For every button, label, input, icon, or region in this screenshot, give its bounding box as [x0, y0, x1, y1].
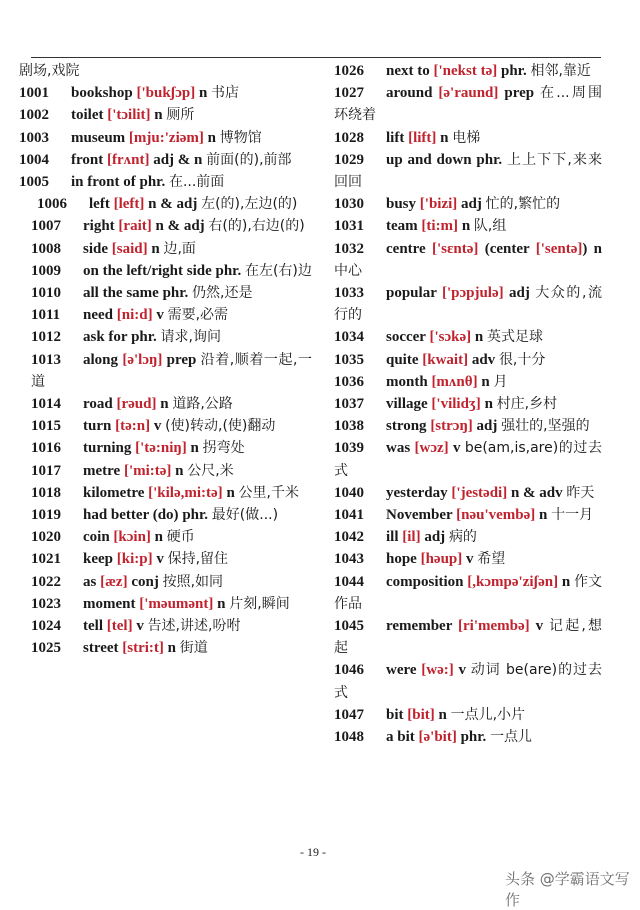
- vocab-entry: [334, 482, 602, 504]
- entry-number: 1038: [334, 418, 364, 435]
- vocab-entry: [334, 82, 602, 126]
- entry-translation: 街道: [179, 640, 208, 657]
- entry-word: quite: [386, 351, 419, 368]
- entry-number: 1046: [334, 662, 364, 679]
- entry-alt-spelling: (center: [484, 240, 536, 257]
- entry-part-of-speech: phr.: [139, 174, 166, 191]
- right-column: [334, 60, 602, 748]
- entry-phonetic: [ə'lɔŋ]: [122, 351, 163, 368]
- entry-translation: 请求,询问: [160, 329, 221, 346]
- entry-part-of-speech: n: [481, 373, 490, 390]
- entry-number: 1023: [31, 595, 61, 612]
- entry-word: composition: [386, 573, 464, 590]
- entry-word: museum: [71, 129, 126, 146]
- entry-phonetic: ['jestədi]: [451, 484, 508, 501]
- entry-translation: 上上下下,来来回回: [334, 151, 602, 191]
- entry-number: 1014: [31, 396, 61, 413]
- entry-part-of-speech: adv: [471, 351, 496, 368]
- entry-part-of-speech: n & adv: [510, 484, 563, 501]
- carryover-text: 剧场,戏院: [19, 63, 80, 79]
- entry-word: along: [83, 351, 119, 368]
- entry-word: road: [83, 396, 113, 413]
- entry-phonetic: ['tə:niŋ]: [135, 440, 187, 457]
- entry-number: 1019: [31, 507, 61, 524]
- entry-number: 1018: [31, 484, 61, 501]
- entry-part-of-speech: n: [151, 240, 160, 257]
- entry-number: 1040: [334, 484, 364, 501]
- entry-translation: 保持,留住: [167, 551, 229, 568]
- entry-translation: 公尺,米: [187, 462, 234, 479]
- entry-translation: 在...周围环绕着: [334, 85, 603, 124]
- entry-translation: 昨天: [566, 484, 595, 501]
- entry-phonetic: [bit]: [407, 706, 435, 723]
- entry-phonetic: [mju:'ziəm]: [128, 129, 204, 146]
- entry-translation: 前面(的),前部: [206, 151, 292, 168]
- entry-word: had better (do): [83, 507, 179, 524]
- entry-translation: 需要,必需: [167, 307, 229, 324]
- entry-word: around: [386, 85, 433, 102]
- entry-phonetic: [strɔŋ]: [430, 418, 473, 435]
- entry-word: turning: [83, 440, 132, 457]
- entry-number: 1047: [334, 706, 364, 723]
- vocab-entry: [334, 215, 602, 237]
- entry-number: 1045: [334, 618, 364, 635]
- entry-part-of-speech: phr.: [182, 507, 209, 524]
- entry-number: 1029: [334, 151, 364, 168]
- entry-number: 1027: [334, 85, 364, 102]
- entry-translation: 告述,讲述,吩咐: [147, 618, 241, 635]
- entry-word: hope: [386, 551, 417, 568]
- entry-word: up and down: [386, 151, 472, 168]
- entry-number: 1034: [334, 329, 364, 346]
- entry-translation: 右(的),右边(的): [208, 218, 305, 235]
- vocab-entry: [19, 504, 312, 526]
- entry-translation: 相邻,靠近: [530, 63, 591, 79]
- entry-word: in front of: [71, 174, 136, 191]
- entry-number: 1009: [31, 262, 61, 279]
- entry-part-of-speech: n: [207, 129, 216, 146]
- entry-part-of-speech: v: [136, 618, 144, 635]
- entry-number: 1010: [31, 285, 61, 302]
- vocab-entry: [19, 104, 312, 126]
- entry-word: bit: [386, 706, 404, 723]
- entry-translation: 十一月: [551, 507, 594, 524]
- entry-part-of-speech: adj: [476, 418, 498, 435]
- vocab-entry: [19, 437, 312, 459]
- entry-phonetic: ['bukʃɔp]: [136, 85, 196, 102]
- entry-number: 1021: [31, 551, 61, 568]
- entry-translation: 电梯: [452, 129, 481, 146]
- entry-number: 1022: [31, 573, 61, 590]
- entry-translation: 希望: [477, 551, 506, 568]
- entry-word: a bit: [386, 729, 415, 746]
- entry-translation: 道路,公路: [172, 396, 233, 413]
- entry-phonetic: ['tɔilit]: [107, 107, 151, 124]
- entry-number: 1006: [37, 196, 67, 213]
- entry-word: November: [386, 507, 453, 524]
- entry-part-of-speech: n: [539, 507, 548, 524]
- entry-word: bookshop: [71, 85, 133, 102]
- entry-part-of-speech: v: [156, 551, 164, 568]
- left-column: [19, 60, 312, 659]
- entry-word: strong: [386, 418, 427, 435]
- entry-part-of-speech: adj & n: [153, 151, 203, 168]
- header-rule: [31, 57, 601, 58]
- entry-word: street: [83, 640, 119, 657]
- vocab-entry: [334, 282, 602, 326]
- entry-phonetic: [rəud]: [116, 396, 157, 413]
- entry-translation: 村庄,乡村: [496, 396, 558, 413]
- entry-part-of-speech: phr.: [215, 262, 242, 279]
- entry-part-of-speech: n: [440, 129, 449, 146]
- entry-translation: 作文作品: [334, 573, 602, 612]
- entry-phonetic: [kɔin]: [113, 529, 151, 546]
- entry-number: 1011: [31, 307, 61, 324]
- vocab-entry: [334, 704, 602, 726]
- entry-number: 1024: [31, 618, 61, 635]
- entry-translation: 边,面: [163, 240, 196, 257]
- vocab-entry: [334, 726, 602, 748]
- entry-word: ask for: [83, 329, 128, 346]
- entry-translation: 博物馆: [219, 129, 262, 146]
- page-number: - 19 -: [300, 845, 326, 859]
- entry-part-of-speech: v: [453, 440, 461, 457]
- entry-phonetic: ['sɛntə]: [432, 240, 479, 257]
- entry-number: 1003: [19, 129, 49, 146]
- vocab-entry: [334, 415, 602, 437]
- entry-number: 1026: [334, 63, 364, 79]
- entry-phonetic: ['pɔpjulə]: [441, 285, 504, 302]
- entry-word: front: [71, 151, 104, 168]
- entry-phonetic: ['kilə,mi:tə]: [148, 484, 223, 501]
- entry-word: centre: [386, 240, 426, 257]
- vocab-entry: [334, 504, 602, 526]
- entry-part-of-speech: n: [154, 107, 163, 124]
- entry-number: 1007: [31, 218, 61, 235]
- entry-phonetic: [wə:]: [421, 662, 454, 679]
- right-entry-list: [334, 60, 602, 748]
- entry-word: left: [89, 196, 110, 213]
- entry-part-of-speech: phr.: [501, 63, 527, 79]
- entry-phonetic: [frʌnt]: [106, 151, 150, 168]
- vocab-entry: [19, 304, 312, 326]
- entry-number: 1013: [31, 351, 61, 368]
- entry-word: as: [83, 573, 97, 590]
- entry-word: yesterday: [386, 484, 448, 501]
- entry-translation: 一点儿: [490, 729, 533, 746]
- entry-part-of-speech: adj: [508, 285, 530, 302]
- entry-word: on the left/right side: [83, 262, 212, 279]
- entry-word: side: [83, 240, 109, 257]
- entry-part-of-speech: adj: [461, 196, 482, 213]
- vocab-entry: [334, 193, 602, 215]
- vocab-entry: [334, 548, 602, 570]
- entry-part-of-speech: n: [175, 462, 184, 479]
- entry-phonetic: [tə:n]: [115, 418, 151, 435]
- entry-part-of-speech: conj: [131, 573, 159, 590]
- entry-number: 1035: [334, 351, 364, 368]
- entry-number: 1033: [334, 285, 364, 302]
- entry-phonetic: [nəu'vembə]: [456, 507, 536, 524]
- entry-phonetic: [left]: [113, 196, 145, 213]
- entry-translation: 忙的,繁忙的: [485, 196, 561, 213]
- entry-part-of-speech: phr.: [476, 151, 503, 168]
- entry-word: ill: [386, 529, 399, 546]
- entry-phonetic: ['sɔkə]: [429, 329, 472, 346]
- entry-translation: 片刻,瞬间: [229, 595, 290, 612]
- entry-number: 1037: [334, 396, 364, 413]
- vocab-entry: [334, 659, 602, 703]
- entry-alt-phonetic: ['sentə]: [535, 240, 583, 257]
- entry-number: 1020: [31, 529, 61, 546]
- entry-phonetic: ['məumənt]: [139, 595, 214, 612]
- vocab-entry: [334, 393, 602, 415]
- entry-word: turn: [83, 418, 112, 435]
- vocab-entry: [19, 526, 312, 548]
- entry-number: 1001: [19, 85, 49, 102]
- watermark: 头条 @学霸语文写作: [505, 870, 630, 909]
- entry-part-of-speech: v: [156, 307, 164, 324]
- entry-number: 1044: [334, 573, 364, 590]
- entry-translation: 公里,千米: [238, 484, 299, 501]
- entry-word: next to: [386, 63, 430, 79]
- entry-part-of-speech: n: [154, 529, 164, 546]
- entry-number: 1004: [19, 151, 49, 168]
- entry-translation: 很,十分: [498, 351, 546, 368]
- vocab-entry: [334, 149, 602, 193]
- entry-phonetic: [stri:t]: [122, 640, 164, 657]
- entry-translation: 仍然,还是: [192, 285, 253, 302]
- entry-phonetic: [mʌnθ]: [431, 373, 478, 390]
- entry-part-of-speech: n: [438, 706, 447, 723]
- vocab-entry: [334, 127, 602, 149]
- entry-word: popular: [386, 285, 437, 302]
- entry-word: kilometre: [83, 484, 145, 501]
- entry-part-of-speech: n: [217, 595, 226, 612]
- entry-phonetic: [lift]: [408, 129, 437, 146]
- vocab-entry: [19, 171, 312, 193]
- vocab-entry: [334, 60, 602, 82]
- vocab-entry: [19, 215, 312, 237]
- vocab-entry: [19, 482, 312, 504]
- entry-phonetic: [said]: [111, 240, 148, 257]
- vocab-entry: [19, 393, 312, 415]
- entry-phonetic: [tel]: [106, 618, 133, 635]
- entry-number: 1012: [31, 329, 61, 346]
- entry-translation: 左(的),左边(的): [201, 196, 298, 213]
- entry-part-of-speech: n: [561, 573, 571, 590]
- entry-phonetic: ['mi:tə]: [123, 462, 172, 479]
- entry-number: 1017: [31, 462, 61, 479]
- vocab-entry: [19, 349, 312, 393]
- vocab-entry: [19, 548, 312, 570]
- entry-part-of-speech: n: [167, 640, 177, 657]
- entry-translation: 厕所: [166, 107, 195, 124]
- entry-part-of-speech: n: [198, 85, 208, 102]
- entry-number: 1042: [334, 529, 364, 546]
- entry-translation: 英式足球: [486, 329, 543, 346]
- entry-phonetic: ['vilidʒ]: [431, 396, 481, 413]
- entry-word: metre: [83, 462, 121, 479]
- vocab-entry: [19, 460, 312, 482]
- entry-translation: 病的: [448, 529, 477, 546]
- entry-word: keep: [83, 551, 113, 568]
- vocab-entry: [334, 349, 602, 371]
- entry-part-of-speech: n: [484, 396, 493, 413]
- entry-part-of-speech: n: [160, 396, 169, 413]
- entry-number: 1030: [334, 196, 364, 213]
- entry-translation: 大众的,流行的: [334, 285, 603, 324]
- vocab-entry: [334, 615, 602, 659]
- entry-part-of-speech: n & adj: [148, 196, 198, 213]
- entry-translation: 沿着,顺着一起,一道: [31, 351, 313, 390]
- entry-number: 1002: [19, 107, 49, 124]
- entry-phonetic: [wɔz]: [414, 440, 449, 457]
- vocab-entry: [19, 593, 312, 615]
- entry-number: 1032: [334, 240, 364, 257]
- entry-part-of-speech: n: [593, 240, 602, 257]
- entry-translation: 硬币: [166, 529, 195, 546]
- vocab-entry: [19, 127, 312, 149]
- entry-translation: 书店: [211, 85, 240, 102]
- entry-phonetic: [,kɔmpə'ziʃən]: [467, 573, 559, 590]
- vocab-entry: [19, 149, 312, 171]
- entry-number: 1036: [334, 373, 364, 390]
- entry-phonetic: [ə'raund]: [438, 85, 499, 102]
- entry-number: 1008: [31, 240, 61, 257]
- vocab-entry: [19, 615, 312, 637]
- entry-word: were: [386, 662, 417, 679]
- entry-phonetic: [rait]: [118, 218, 152, 235]
- entry-part-of-speech: n & adj: [155, 218, 205, 235]
- vocab-entry: [19, 637, 312, 659]
- entry-number: 1043: [334, 551, 364, 568]
- entry-part-of-speech: n: [474, 329, 484, 346]
- entry-word: was: [386, 440, 411, 457]
- entry-part-of-speech: v: [535, 618, 544, 635]
- entry-translation: 在...前面: [168, 174, 225, 191]
- vocab-entry: [334, 371, 602, 393]
- entry-word: busy: [386, 196, 417, 213]
- entry-translation: 最好(做...): [211, 507, 279, 524]
- entry-part-of-speech: prep: [166, 351, 197, 368]
- vocab-entry: [334, 571, 602, 615]
- entry-phonetic: [il]: [402, 529, 421, 546]
- entry-part-of-speech: n: [461, 218, 471, 235]
- entry-word: right: [83, 218, 115, 235]
- vocab-entry: [334, 526, 602, 548]
- entry-phonetic: [ki:p]: [116, 551, 153, 568]
- entry-word: village: [386, 396, 428, 413]
- vocab-entry: [19, 193, 312, 215]
- entry-translation: be(am,is,are)的过去式: [334, 440, 602, 479]
- entry-part-of-speech: phr.: [131, 329, 157, 346]
- vocab-entry: [19, 82, 312, 104]
- entry-number: 1031: [334, 218, 364, 235]
- entry-word: month: [386, 373, 428, 390]
- vocab-entry: [19, 571, 312, 593]
- entry-phonetic: [həup]: [420, 551, 463, 568]
- entry-translation: 月: [493, 373, 508, 390]
- entry-translation: 记起,想起: [334, 618, 603, 657]
- entry-translation: (使)转动,(使)翻动: [165, 418, 276, 435]
- entry-alt-close: ): [582, 240, 588, 257]
- entry-translation: 按照,如同: [162, 573, 224, 590]
- vocab-entry: [19, 415, 312, 437]
- entry-number: 1016: [31, 440, 61, 457]
- entry-number: 1025: [31, 640, 61, 657]
- entry-word: need: [83, 307, 113, 324]
- vocab-entry: [334, 326, 602, 348]
- entry-part-of-speech: adj: [424, 529, 446, 546]
- entry-part-of-speech: prep: [504, 85, 535, 102]
- entry-word: lift: [386, 129, 405, 146]
- vocab-entry: [19, 238, 312, 260]
- left-entry-list: [19, 82, 312, 659]
- entry-phonetic: [ni:d]: [116, 307, 153, 324]
- entry-part-of-speech: v: [153, 418, 162, 435]
- entry-word: toilet: [71, 107, 104, 124]
- entry-translation: 动词 be(are)的过去式: [334, 662, 603, 701]
- entry-translation: 一点儿,小片: [450, 706, 526, 723]
- entry-part-of-speech: phr.: [162, 285, 189, 302]
- entry-number: 1041: [334, 507, 364, 524]
- entry-translation: 在左(右)边: [244, 262, 312, 279]
- entry-phonetic: ['bizi]: [419, 196, 458, 213]
- entry-word: team: [386, 218, 418, 235]
- entry-part-of-speech: phr.: [460, 729, 487, 746]
- vocab-entry: [19, 260, 312, 282]
- entry-number: 1005: [19, 174, 49, 191]
- entry-translation: 拐弯处: [202, 440, 245, 457]
- entry-phonetic: ['nekst tə]: [433, 63, 498, 79]
- entry-word: moment: [83, 595, 136, 612]
- entry-number: 1039: [334, 440, 364, 457]
- entry-number: 1028: [334, 129, 364, 146]
- entry-word: tell: [83, 618, 103, 635]
- entry-phonetic: [ə'bit]: [418, 729, 457, 746]
- vocab-entry: [19, 326, 312, 348]
- entry-phonetic: [kwait]: [422, 351, 469, 368]
- entry-word: remember: [386, 618, 453, 635]
- entry-translation: 强壮的,坚强的: [501, 418, 590, 435]
- entry-phonetic: [ri'membə]: [458, 618, 530, 635]
- entry-phonetic: [æz]: [100, 573, 128, 590]
- entry-part-of-speech: v: [466, 551, 474, 568]
- entry-number: 1048: [334, 729, 364, 746]
- entry-number: 1015: [31, 418, 61, 435]
- entry-translation: 中心: [334, 262, 362, 279]
- vocab-entry: [19, 282, 312, 304]
- entry-part-of-speech: n: [226, 484, 235, 501]
- entry-part-of-speech: n: [190, 440, 199, 457]
- entry-translation: 队,组: [473, 218, 507, 235]
- vocab-entry: [334, 238, 602, 282]
- entry-word: coin: [83, 529, 110, 546]
- entry-word: soccer: [386, 329, 426, 346]
- entry-word: all the same: [83, 285, 159, 302]
- entry-phonetic: [ti:m]: [421, 218, 459, 235]
- entry-part-of-speech: v: [458, 662, 466, 679]
- vocab-entry: [334, 437, 602, 481]
